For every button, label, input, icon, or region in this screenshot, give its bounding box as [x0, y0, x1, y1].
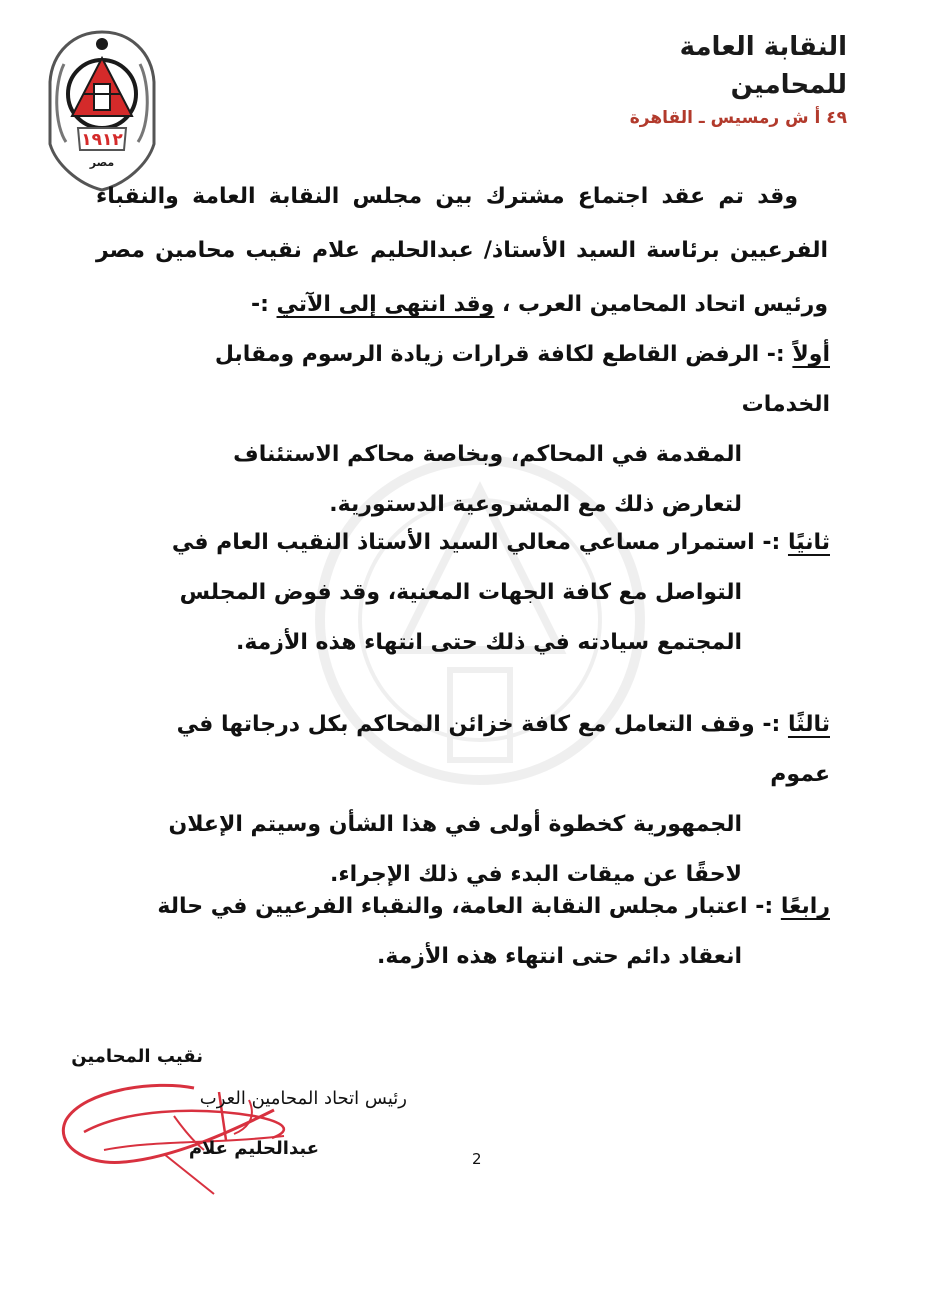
- item-label: ثالثًا: [787, 712, 830, 737]
- item-continuation: انعقاد دائم حتى انتهاء هذه الأزمة.: [376, 944, 742, 969]
- item-continuation: المقدمة في المحاكم، وبخاصة محاكم الاستئناف لتعارض ذلك مع المشروعية الدستورية.: [233, 442, 742, 517]
- item-first-line: اعتبار مجلس النقابة العامة، والنقباء الفرعيين في حالة: [157, 894, 748, 919]
- item-first-line: الرفض القاطع لكافة قرارات زيادة الرسوم ومقابل الخدمات: [214, 342, 830, 417]
- intro-suffix: :-: [250, 292, 277, 317]
- logo-country: مصر: [89, 156, 115, 169]
- organization-name: النقابة العامة للمحامين: [679, 32, 847, 100]
- resolution-item-4: رابعًا :- اعتبار مجلس النقابة العامة، والنقباء الفرعيين في حالة انعقاد دائم حتى انتهاء هذه الأزمة.: [150, 882, 830, 982]
- item-first-line: وقف التعامل مع كافة خزائن المحاكم بكل درجاتها في عموم: [176, 712, 830, 787]
- letterhead: [567, 28, 847, 130]
- page-number: 2: [472, 1150, 482, 1168]
- resolution-item-2: ثانيًا :- استمرار مساعي معالي السيد الأستاذ النقيب العام في التواصل مع كافة الجهات المعنية، وقد فوض المجلس المجتمع سيادته في ذلك حتى انتهاء هذه الأزمة.: [150, 518, 830, 668]
- item-continuation: الجمهورية كخطوة أولى في هذا الشأن وسيتم الإعلان لاحقًا عن ميقات البدء في ذلك الإجراء.: [168, 812, 742, 887]
- intro-paragraph: [96, 170, 828, 332]
- signer-title: نقيب المحامين: [71, 1046, 203, 1067]
- resolution-item-3: ثالثًا :- وقف التعامل مع كافة خزائن المحاكم بكل درجاتها في عموم الجمهورية كخطوة أولى في هذا الشأن وسيتم الإعلان لاحقًا عن ميقات البدء في ذلك الإجراء.: [150, 700, 830, 900]
- item-label: رابعًا: [780, 894, 830, 919]
- logo-year: ١٩١٢: [81, 130, 123, 150]
- item-continuation: التواصل مع كافة الجهات المعنية، وقد فوض المجلس المجتمع سيادته في ذلك حتى انتهاء هذه الأزمة.: [179, 580, 742, 655]
- resolution-item-1: أولاً :- الرفض القاطع لكافة قرارات زيادة الرسوم ومقابل الخدمات المقدمة في المحاكم، وبخاصة محاكم الاستئناف لتعارض ذلك مع المشروعية الدستورية.: [150, 330, 830, 530]
- item-first-line: استمرار مساعي معالي السيد الأستاذ النقيب العام في: [171, 530, 755, 555]
- intro-underlined: وقد انتهى إلى الآتي: [276, 292, 495, 317]
- item-label: ثانيًا: [787, 530, 830, 555]
- organization-address: ٤٩ أ ش رمسيس ـ القاهرة: [629, 108, 847, 128]
- signer-name: عبدالحليم علام: [188, 1138, 319, 1159]
- syndicate-logo: [44, 24, 160, 194]
- item-label: أولاً: [792, 342, 830, 367]
- signer-subtitle: رئيس اتحاد المحامين العرب: [199, 1088, 407, 1109]
- intro-text: وقد تم عقد اجتماع مشترك بين مجلس النقابة العامة والنقباء الفرعيين برئاسة السيد الأستاذ/ عبدالحليم علام نقيب محامين مصر ورئيس اتحاد المحامين العرب ،: [96, 184, 828, 317]
